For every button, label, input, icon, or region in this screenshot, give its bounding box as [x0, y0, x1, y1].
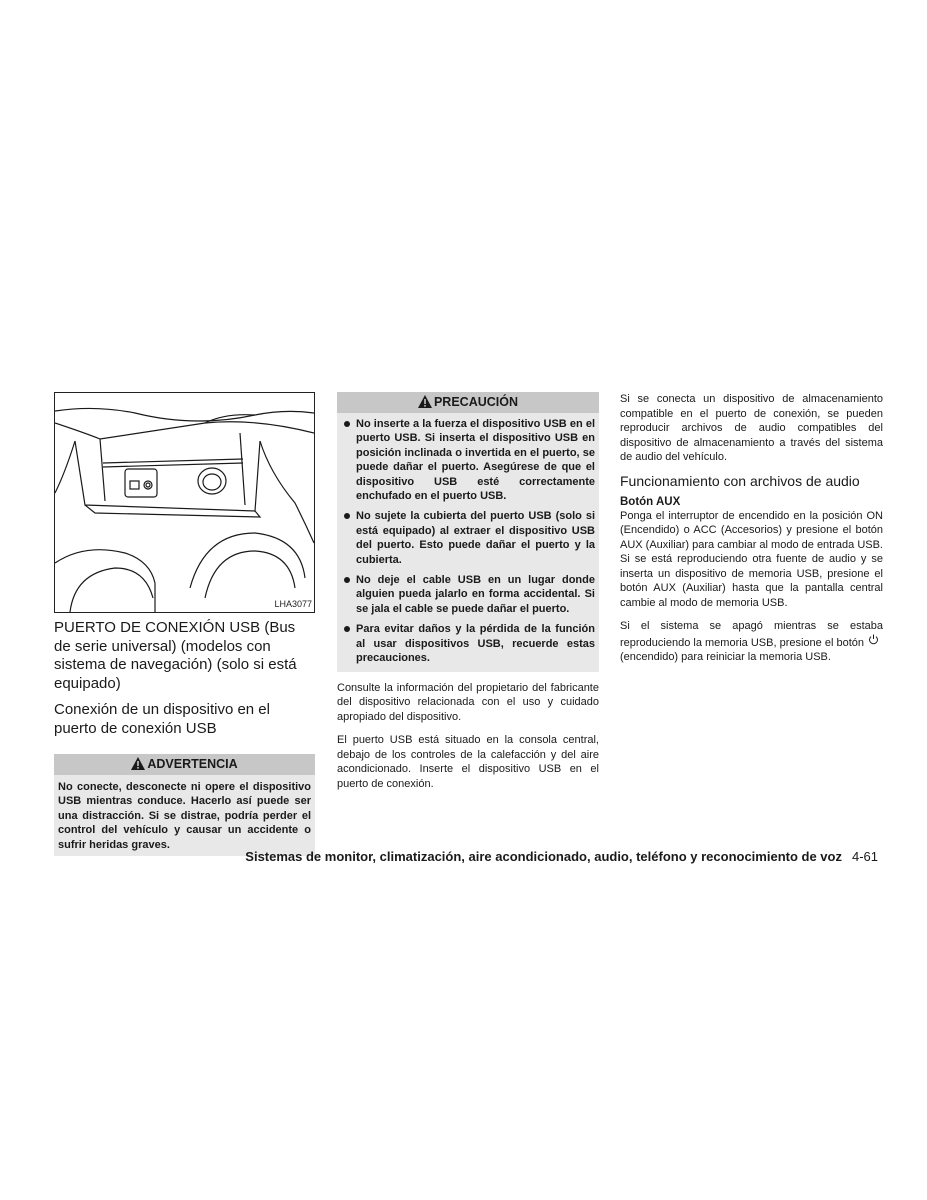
caution-box: [337, 392, 599, 672]
warning-triangle-icon: [418, 395, 432, 408]
figure-code: LHA3077: [274, 599, 312, 609]
paragraph: Si se conecta un dispositivo de almacenamiento compatible en el puerto de conexión, se pueden reproducir archivos de audio compatibles del dispositivo de almacenamiento a través del sistema de audio del vehículo.: [620, 393, 883, 463]
console-drawing: [55, 393, 314, 612]
caution-item: No inserte a la fuerza el dispositivo USB en el puerto USB. Si inserta el dispositivo USB en posición inclinada o invertida en el puerto, se puede dañar el puerto. Asegúrese de que el dispositivo USB esté correctamente enchufado en el puerto USB.: [341, 417, 595, 503]
warning-box: [54, 754, 315, 856]
caution-label: PRECAUCIÓN: [433, 395, 519, 409]
section-title: PUERTO DE CONEXIÓN USB (Bus de serie universal) (modelos con sistema de navegación) (solo si está equipado): [54, 619, 297, 692]
caution-item: No sujete la cubierta del puerto USB (solo si está equipado) al extraer el dispositivo USB del puerto. Esto puede dañar el puerto y la cubierta.: [341, 509, 595, 567]
subsection-heading: Botón AUX: [620, 495, 681, 508]
paragraph-text: Si el sistema se apagó mientras se estaba reproduciendo la memoria USB, presione el botón: [620, 620, 883, 649]
caution-item: No deje el cable USB en un lugar donde alguien pueda jalarlo en forma accidental. Si se jala el cable se puede dañar el puerto.: [341, 573, 595, 616]
caution-header: [337, 392, 599, 413]
subsection-title: Conexión de un dispositivo en el puerto de conexión USB: [54, 701, 270, 737]
paragraph-text: (encendido) para reiniciar la memoria USB.: [620, 651, 831, 663]
paragraph: Consulte la información del propietario del fabricante del dispositivo relacionada con el uso y cuidado apropiado del dispositivo.: [337, 681, 599, 723]
warning-header: [54, 754, 315, 775]
section-heading: Funcionamiento con archivos de audio: [620, 472, 860, 489]
paragraph: Ponga el interruptor de encendido en la posición ON (Encendido) o ACC (Accesorios) y presione el botón AUX (Auxiliar) para cambiar al modo de entrada USB. Si se está reproduciendo otra fuente de audio y se inserta un dispositivo de memoria USB, presione el botón AUX (Auxiliar) hasta que la pantalla central cambie al modo de memoria USB.: [620, 509, 883, 609]
warning-triangle-icon: [131, 757, 145, 770]
column-middle: [337, 392, 599, 791]
column-left: [54, 392, 315, 856]
caution-list: [337, 413, 599, 672]
paragraph: El puerto USB está situado en la consola central, debajo de los controles de la calefacción y del aire acondicionado. Inserte el dispositivo USB en el puerto de conexión.: [337, 734, 599, 790]
warning-label: ADVERTENCIA: [147, 757, 238, 771]
page-footer: [245, 849, 878, 864]
column-right: [620, 392, 883, 665]
caution-item: Para evitar daños y la pérdida de la función al usar dispositivos USB, recuerde estas precauciones.: [341, 622, 595, 665]
paragraph: [620, 619, 883, 665]
power-icon: [868, 634, 879, 645]
warning-text: No conecte, desconecte ni opere el dispositivo USB mientras conduce. Hacerlo así puede ser una distracción. Si se distrae, podría perder el control del vehículo y causar un accidente o sufrir heridas graves.: [58, 781, 311, 851]
footer-title: Sistemas de monitor, climatización, aire acondicionado, audio, teléfono y reconocimiento de voz: [245, 849, 842, 864]
usb-port-illustration: [54, 392, 315, 613]
page-number: 4-61: [851, 849, 878, 864]
